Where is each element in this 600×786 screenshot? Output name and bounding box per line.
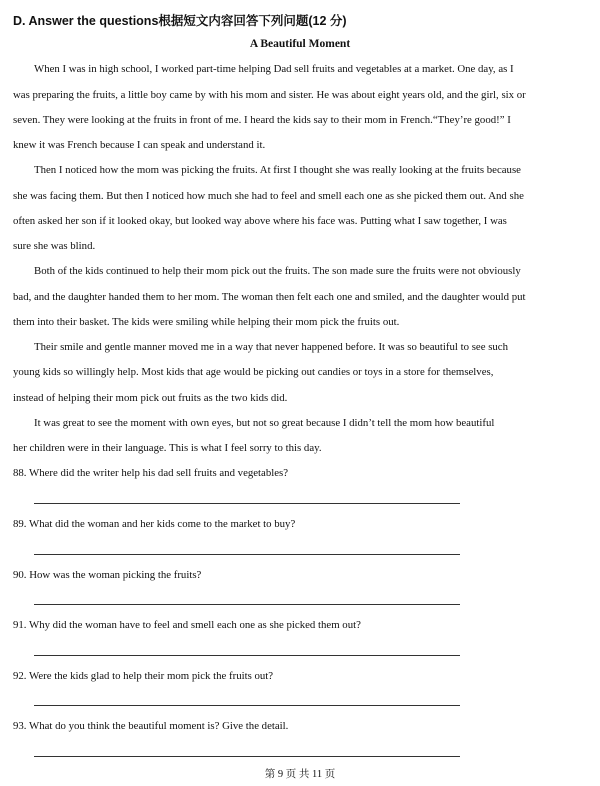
answer-line-89[interactable] <box>34 554 460 555</box>
passage-line: Their smile and gentle manner moved me in a way that never happened before. It was so beautiful to see such <box>34 341 508 353</box>
question-88: 88. Where did the writer help his dad sell fruits and vegetables? <box>13 467 289 479</box>
question-92: 92. Were the kids glad to help their mom pick the fruits out? <box>13 670 274 682</box>
passage-line: often asked her son if it looked okay, but looked way above where his face was. Putting what I saw together, I was <box>13 215 507 227</box>
passage-title: A Beautiful Moment <box>249 38 351 50</box>
question-93: 93. What do you think the beautiful moment is? Give the detail. <box>13 720 289 732</box>
passage-line: It was great to see the moment with own eyes, but not so great because I didn’t tell the mom how beautiful <box>34 417 495 429</box>
passage-line: bad, and the daughter handed them to her mom. The woman then felt each one and smiled, and the daughter would put <box>13 291 526 303</box>
passage-line: Then I noticed how the mom was picking the fruits. At first I thought she was really looking at the fruits because <box>34 164 521 176</box>
passage-line: she was facing them. But then I noticed how much she had to feel and smell each one as she picked them out. And she <box>13 190 524 202</box>
passage-line: her children were in their language. This is what I feel sorry to this day. <box>13 442 322 454</box>
page-footer: 第 9 页 共 11 页 <box>264 769 336 780</box>
answer-line-91[interactable] <box>34 655 460 656</box>
passage-line: knew it was French because I can speak and understand it. <box>13 139 266 151</box>
answer-line-88[interactable] <box>34 503 460 504</box>
passage-line: them into their basket. The kids were smiling while helping their mom pick the fruits out. <box>13 316 400 328</box>
passage-line: Both of the kids continued to help their mom pick out the fruits. The son made sure the fruits were not obviously <box>34 265 521 277</box>
answer-line-93[interactable] <box>34 756 460 757</box>
answer-line-92[interactable] <box>34 705 460 706</box>
answer-line-90[interactable] <box>34 604 460 605</box>
section-heading: D. Answer the questions根据短文内容回答下列问题(12 分) <box>13 14 347 28</box>
passage-line: instead of helping their mom pick out fruits as the two kids did. <box>13 392 288 404</box>
question-91: 91. Why did the woman have to feel and smell each one as she picked them out? <box>13 619 361 631</box>
question-89: 89. What did the woman and her kids come to the market to buy? <box>13 518 296 530</box>
passage-line: When I was in high school, I worked part-time helping Dad sell fruits and vegetables at a market. One day, as I <box>34 63 514 75</box>
passage-line: seven. They were looking at the fruits in front of me. I heard the kids say to their mom in French.“They’re good!” I <box>13 114 511 126</box>
passage-line: young kids so willingly help. Most kids that age would be picking out candies or toys in a store for themselves, <box>13 366 494 378</box>
question-90: 90. How was the woman picking the fruits? <box>13 569 202 581</box>
passage-line: sure she was blind. <box>13 240 96 252</box>
passage-line: was preparing the fruits, a little boy came by with his mom and sister. He was about eight years old, and the girl, six or <box>13 89 526 101</box>
